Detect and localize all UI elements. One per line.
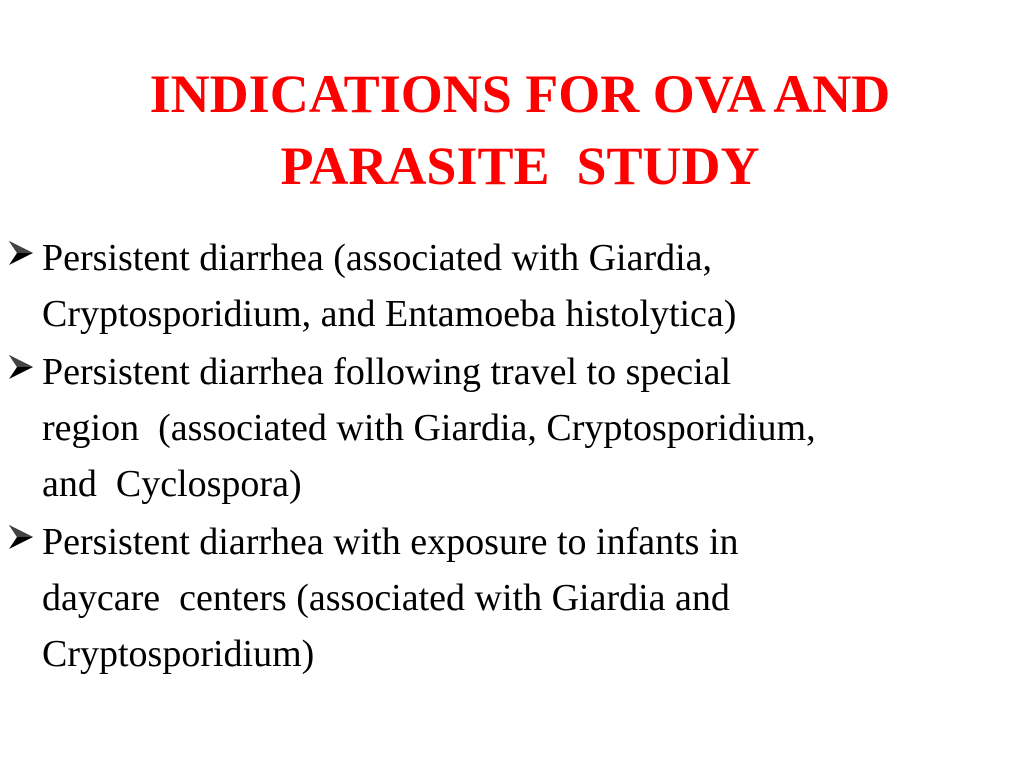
bullet-text-line: Cryptosporidium, and Entamoeba histolytica) <box>42 293 737 335</box>
bullet-item <box>0 344 1010 512</box>
slide-title-line: PARASITE STUDY <box>280 136 760 196</box>
bullet-text-line: and Cyclospora) <box>42 463 302 505</box>
arrow-bullet-icon <box>6 522 36 552</box>
slide-title <box>60 58 980 202</box>
bullet-text-line: region (associated with Giardia, Cryptosporidium, <box>42 407 816 449</box>
bullet-item <box>0 230 1010 342</box>
slide-title-line: INDICATIONS FOR OVA AND <box>149 64 891 124</box>
bullet-text-line: Cryptosporidium) <box>42 633 315 675</box>
bullet-text-line: Persistent diarrhea with exposure to infants in <box>42 521 739 563</box>
bullet-item <box>0 514 1010 682</box>
bullet-text-line: Persistent diarrhea (associated with Giardia, <box>42 237 713 279</box>
bullet-text-line: Persistent diarrhea following travel to special <box>42 351 732 393</box>
arrow-bullet-icon <box>6 352 36 382</box>
arrow-bullet-icon <box>6 238 36 268</box>
bullet-text-line: daycare centers (associated with Giardia and <box>42 577 730 619</box>
bullet-list <box>0 230 1010 684</box>
